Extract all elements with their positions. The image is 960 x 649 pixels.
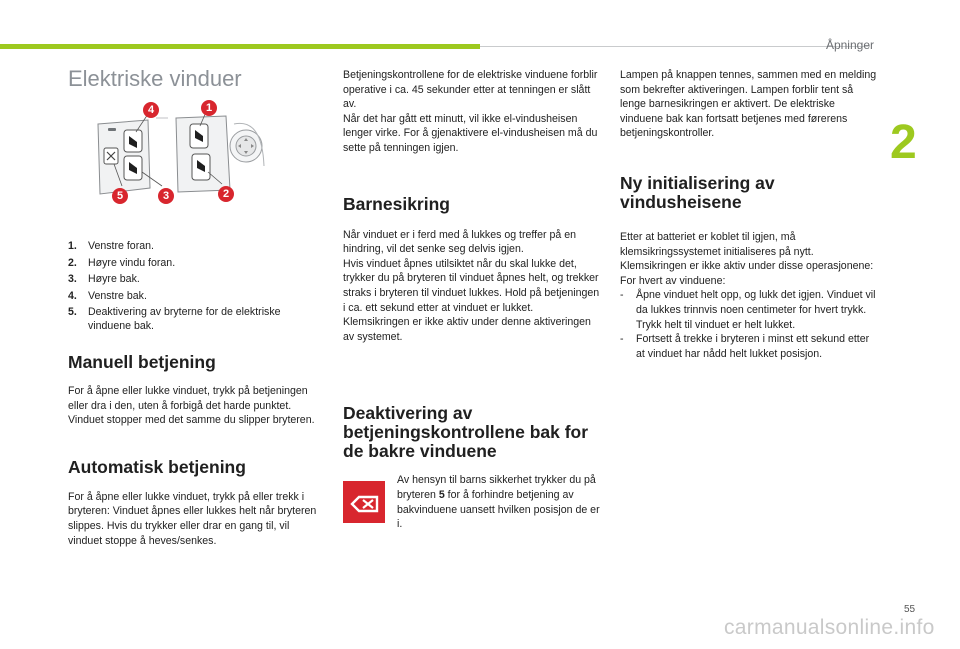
header-accent-bar: [0, 44, 480, 49]
legend-text: Venstre bak.: [88, 289, 147, 302]
legend-item: [68, 290, 326, 304]
heading-automatic-operation: Automatisk betjening: [68, 456, 246, 477]
legend-number: 3.: [68, 273, 77, 285]
reinitialisation-steps: [620, 288, 878, 361]
heading-reinitialisation: Ny initialisering av vindusheisene: [620, 172, 775, 212]
chapter-number: 2: [890, 116, 917, 169]
step-text: Fortsett å trekke i bryteren i minst ett sekund etter at vinduet har nådd helt lukket posisjon.: [636, 333, 870, 360]
child-lock-warning-icon: [343, 481, 385, 523]
callout-1: 1: [201, 100, 217, 116]
operative-period-text: Betjeningskontrollene for de elektriske vinduene forblir operative i ca. 45 sekunder etter at tenningen er slått av. Når det har gått ett minutt, vil ikke el-vindusheisen lenger virke. For å gjenaktivere el-vindusheisen må du sette på tenningen igjen.: [343, 69, 598, 154]
legend-text: Høyre bak.: [88, 273, 140, 285]
lamp-indicator-text: Lampen på knappen tennes, sammen med en melding som bekrefter aktiveringen. Lampen forblir tent så lenge barnesikringen er aktivert. De elektriske vinduene bak kan fortsatt betjenes med førerens betjeningskontroller.: [620, 69, 877, 140]
legend-item: [68, 273, 326, 287]
column-right: [620, 68, 878, 361]
column-left: [68, 64, 326, 548]
watermark: carmanualsonline.info: [724, 616, 935, 639]
page-title: Elektriske vinduer: [68, 66, 242, 91]
dash-marker: -: [620, 289, 624, 302]
column-middle: [343, 68, 603, 532]
legend-number: 4.: [68, 289, 77, 302]
list-item: [620, 288, 878, 332]
legend-item: [68, 306, 326, 333]
header-rule: [480, 46, 870, 47]
switch-5-reference: 5: [438, 488, 445, 501]
legend-text: Deaktivering av bryterne for de elektriske vinduene bak.: [88, 306, 281, 332]
rear-deactivation-block: [343, 473, 603, 531]
automatic-operation-text: For å åpne eller lukke vinduet, trykk på eller trekk i bryteren: Vinduet åpnes eller lukkes helt når bryteren slippes. Hvis du trykker eller drar en gang til, vil vinduet stoppe å heves/senkes.: [68, 490, 317, 547]
heading-child-lock: Barnesikring: [343, 193, 450, 214]
legend-text: Venstre foran.: [88, 240, 154, 252]
callout-2: 2: [218, 186, 234, 202]
legend-number: 5.: [68, 306, 77, 318]
legend-text: Høyre vindu foran.: [88, 256, 176, 269]
step-text: Åpne vinduet helt opp, og lukk det igjen. Vinduet vil da lukkes trinnvis noen centimeter for hvert trykk. Trykk helt til vinduet er helt lukket.: [636, 289, 876, 331]
legend-number: 1.: [68, 240, 77, 252]
heading-rear-deactivation: Deaktivering av betjeningskontrollene bak for de bakre vinduene: [343, 403, 589, 462]
rear-deactivation-text: [397, 473, 603, 531]
rear-deactivation-text-end: for å forhindre betjening av bakvinduene uansett hvilken posisjon de er i.: [397, 488, 600, 531]
reinitialisation-intro: Etter at batteriet er koblet til igjen, må klemsikringssystemet initialiseres på nytt. Klemsikringen er ikke aktiv under disse operasjonene: For hvert av vinduene:: [620, 230, 874, 287]
callout-4: 4: [143, 102, 159, 118]
manual-operation-text: For å åpne eller lukke vinduet, trykk på betjeningen eller dra i den, uten å forbigå det harde punktet. Vinduet stopper med det samme du slipper bryteren.: [68, 385, 315, 427]
callout-5: 5: [112, 188, 128, 204]
legend-number: 2.: [68, 256, 77, 269]
rear-deactivation-text-start: Av hensyn til barns sikkerhet trykker du på bryteren: [397, 474, 596, 501]
window-switch-diagram: [86, 102, 266, 216]
switch-legend: [68, 240, 326, 333]
dash-marker: -: [620, 333, 624, 346]
legend-item: [68, 257, 326, 271]
legend-item: [68, 240, 326, 254]
heading-manual-operation: Manuell betjening: [68, 352, 216, 372]
page-number: 55: [904, 604, 916, 615]
section-label: Åpninger: [825, 38, 874, 52]
child-lock-text: Når vinduet er i ferd med å lukkes og treffer på en hindring, vil det senke seg delvis igjen. Hvis vinduet åpnes utilsiktet når du skal lukke det, trykker du på bryteren til vinduet åpnes helt, og trekker straks i bryteren til vinduet lukkes. Hold på betjeningen i ca. ett sekund etter at vinduet er lukket. Klemsikringen er ikke aktiv under denne aktiveringen av systemet.: [343, 228, 600, 343]
list-item: [620, 332, 878, 361]
callout-3: 3: [158, 188, 174, 204]
